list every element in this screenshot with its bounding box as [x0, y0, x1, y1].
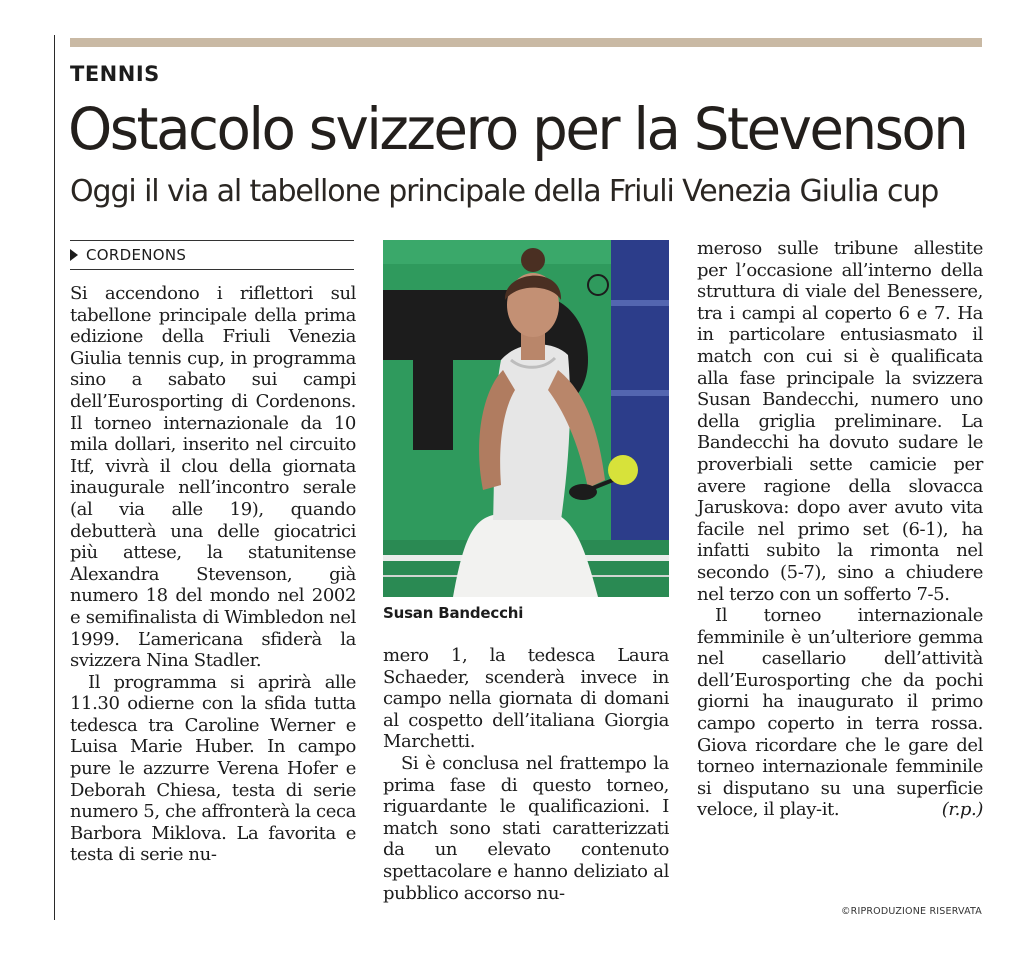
dateline-marker-icon	[70, 249, 78, 261]
author-signature: (r.p.)	[941, 799, 983, 821]
copyright-notice: ©RIPRODUZIONE RISERVATA	[840, 906, 982, 917]
dateline	[70, 241, 354, 269]
photo-caption: Susan Bandecchi	[383, 604, 524, 622]
paragraph: Si è conclusa nel frattempo la prima fase di questo torneo, riguardante le qualificazioni. I match sono stati caratterizzati da un elevato contenuto spettacolare e hanno deliziato al pubblico accorso nu-	[383, 752, 669, 904]
paragraph: Si accendono i riflettori sul tabellone principale della prima edizione della Friuli Venezia Giulia tennis cup, in programma sino a sabato sui campi dell’Eurosporting di Cordenons. Il torneo internazionale da 10 mila dollari, inserito nel circuito Itf, vivrà il clou della giornata inaugurale nell’incontro serale (al via alle 19), quando debutterà una delle giocatrici più attese, la statunitense Alexandra Stevenson, già numero 18 del mondo nel 2002 e semifinalista di Wimbledon nel 1999. L’americana sfiderà la svizzera Nina Stadler.	[70, 283, 356, 672]
paragraph: Il programma si aprirà alle 11.30 odierne con la sfida tutta tedesca tra Caroline Werner e Luisa Marie Huber. In campo pure le azzurre Verena Hofer e Deborah Chiesa, testa di serie numero 5, che affronterà la ceca Barbora Miklova. La favorita e testa di serie nu-	[70, 671, 357, 866]
dateline-text: CORDENONS	[86, 246, 187, 264]
player-photo	[383, 240, 669, 597]
section-kicker: TENNIS	[70, 62, 160, 86]
article-column-2	[383, 645, 669, 904]
subheadline: Oggi il via al tabellone principale della Friuli Venezia Giulia cup	[70, 174, 939, 209]
paragraph	[697, 605, 983, 821]
page-margin-rule	[54, 35, 55, 920]
paragraph-text: Il torneo internazionale femminile è un’ulteriore gemma nel casellario dell’attività dell’Eurosporting che da pochi giorni ha inaugurato il primo campo coperto in terra rossa. Giova ricordare che le gare del torneo internazionale femminile si disputano su una superficie veloce, il play-it.	[697, 605, 983, 821]
paragraph: mero 1, la tedesca Laura Schaeder, scenderà invece in campo nella giornata di domani al cospetto dell’italiana Giorgia Marchetti.	[383, 645, 669, 753]
dateline-block	[70, 240, 354, 270]
article-column-3	[697, 238, 983, 821]
dateline-bottom-rule	[70, 269, 354, 270]
article-column-1	[70, 283, 356, 866]
paragraph: meroso sulle tribune allestite per l’occasione all’interno della struttura di viale del Benessere, tra i campi al coperto 6 e 7. Ha in particolare entusiasmato il match con cui si è qualificata alla fase principale la svizzera Susan Bandecchi, numero uno della griglia preliminare. La Bandecchi ha dovuto sudare le proverbiali sette camicie per avere ragione della slovacca Jaruskova: dopo aver avuto vita facile nel primo set (6-1), ha infatti subito la rimonta nel secondo (5-7), sino a chiudere nel terzo con un sofferto 7-5.	[697, 238, 983, 605]
headline: Ostacolo svizzero per la Stevenson	[68, 95, 967, 163]
section-color-bar	[70, 38, 982, 47]
tennis-player-photo-illustration	[383, 240, 669, 597]
